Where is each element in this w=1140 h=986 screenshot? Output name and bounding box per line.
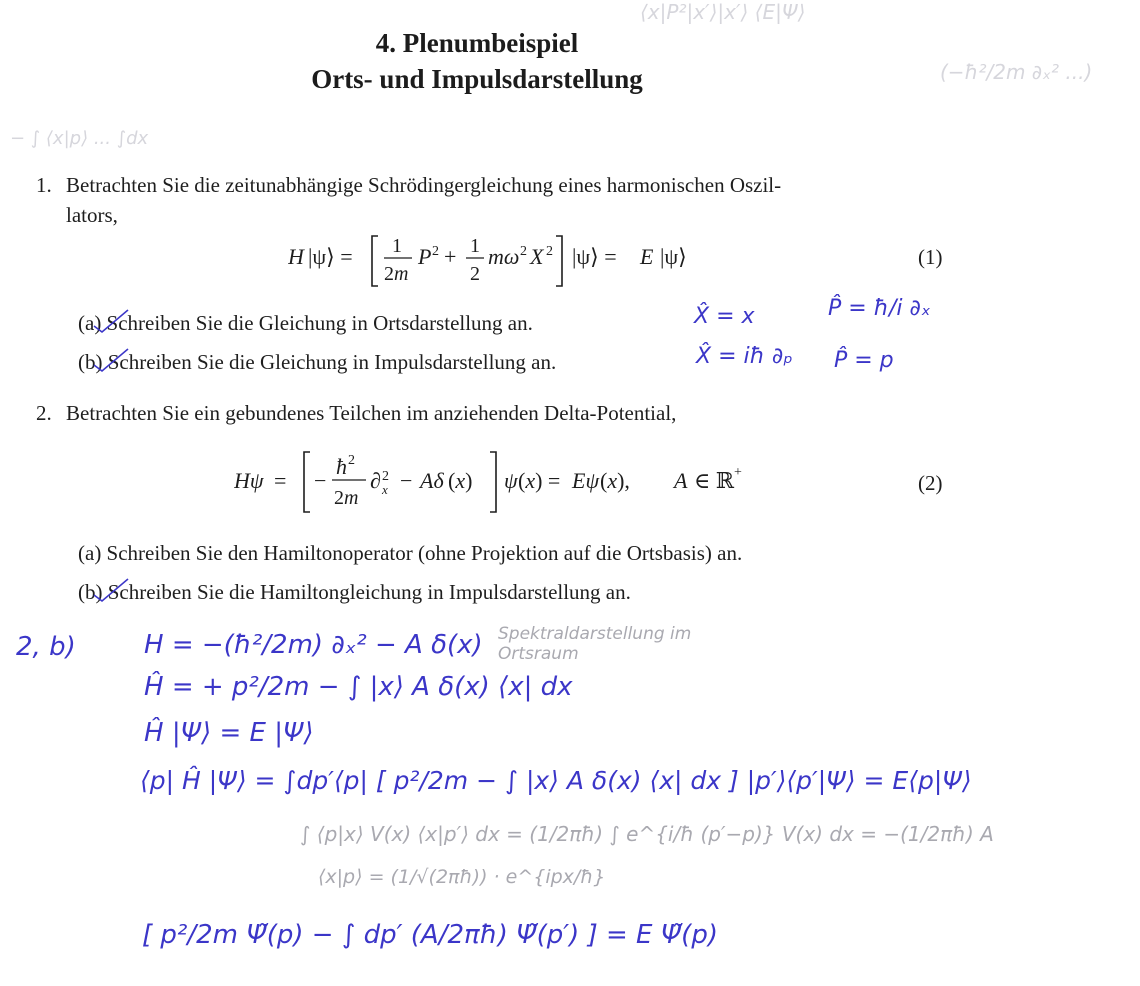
svg-text:x: x <box>382 482 388 497</box>
bleed-through-mid: (−ħ²/2m ∂ₓ² ...) <box>940 60 1093 84</box>
handwritten-line2: Ĥ = + p²/2m − ∫ |x⟩ A δ(x) ⟨x| dx <box>144 672 573 702</box>
handwritten-line6: ⟨x|p⟩ = (1/√(2πħ)) · e^{ipx/ħ} <box>318 866 606 888</box>
svg-text:(x) =: (x) = <box>518 468 561 493</box>
svg-text:A: A <box>674 468 688 493</box>
handwritten-line3: Ĥ |Ψ⟩ = E |Ψ⟩ <box>144 718 314 748</box>
svg-text:Eψ: Eψ <box>572 468 600 493</box>
problem1-text-line2: lators, <box>66 203 118 227</box>
problem1-part-a: (a) Schreiben Sie die Gleichung in Ortsdarstellung an. <box>78 311 533 335</box>
handwritten-line7: [ p²/2m Ψ̃(p) − ∫ dp′ (A/2πħ) Ψ̃(p′) ] = E Ψ̃(p) <box>142 920 718 950</box>
handwritten-line4: ⟨p| Ĥ |Ψ⟩ = ∫dp′⟨p| [ p²/2m − ∫ |x⟩ A δ(x) ⟨x| dx ] |p′⟩⟨p′|Ψ⟩ = E⟨p|Ψ⟩ <box>140 766 972 795</box>
check-1b-icon <box>92 345 132 375</box>
svg-text:2: 2 <box>348 453 355 468</box>
check-2b-icon <box>92 575 132 605</box>
svg-text:Aδ: Aδ <box>420 468 444 493</box>
svg-text:(x): (x) <box>448 468 473 493</box>
handwritten-note-1b-p: P̂ = p <box>834 348 894 373</box>
problem2-equation <box>234 446 794 516</box>
svg-text:2: 2 <box>432 244 439 259</box>
svg-text:mω: mω <box>488 244 520 269</box>
svg-text:2: 2 <box>382 469 389 484</box>
svg-text:2m: 2m <box>384 263 409 285</box>
svg-text:∈ ℝ: ∈ ℝ <box>694 468 735 493</box>
problem2-text: Betrachten Sie ein gebundenes Teilchen im anziehenden Delta-Potential, <box>66 401 677 425</box>
handwritten-note-1a-p: P̂ = ħ/i ∂ₓ <box>828 296 931 321</box>
svg-text:2: 2 <box>520 244 527 259</box>
svg-text:−: − <box>400 468 413 493</box>
svg-text:P: P <box>418 244 432 269</box>
page-title: 4. Plenumbeispiel <box>375 28 579 58</box>
problem2-part-a: (a) Schreiben Sie den Hamiltonoperator (ohne Projektion auf die Ortsbasis) an. <box>78 541 743 565</box>
problem1-number: 1. <box>36 173 52 197</box>
page-subtitle: Orts- und Impulsdarstellung <box>311 64 643 94</box>
bleed-through-top: ⟨x|P²|x′⟩|x′⟩ ⟨E|Ψ⟩ <box>640 0 806 24</box>
problem2-number: 2. <box>36 401 52 425</box>
handwritten-annotation: Spektraldarstellung im Ortsraum <box>498 624 692 664</box>
svg-text:1: 1 <box>470 235 480 257</box>
svg-text:+: + <box>734 465 742 480</box>
problem1-text-line1: Betrachten Sie die zeitunabhängige Schrödingergleichung eines harmonischen Oszil- <box>66 173 782 197</box>
handwritten-label-2b: 2, b) <box>16 632 76 662</box>
svg-text:−: − <box>314 468 327 493</box>
equation1-number: (1) <box>918 245 943 269</box>
svg-text:X: X <box>530 244 544 269</box>
svg-text:|ψ⟩ =: |ψ⟩ = <box>308 244 353 269</box>
handwritten-note-1a-x: X̂ = x <box>694 304 755 329</box>
svg-text:+: + <box>444 244 457 269</box>
svg-text:ħ: ħ <box>336 454 347 479</box>
svg-text:2m: 2m <box>334 487 359 509</box>
handwritten-line5: ∫ ⟨p|x⟩ V(x) ⟨x|p′⟩ dx = (1/2πħ) ∫ e^{i/ħ (p′−p)} V(x) dx = −(1/2πħ) A <box>300 822 994 846</box>
svg-text:ψ: ψ <box>504 468 518 493</box>
svg-text:(x),: (x), <box>600 468 630 493</box>
handwritten-line1: H = −(ħ²/2m) ∂ₓ² − A δ(x) <box>144 630 483 660</box>
svg-text:=: = <box>274 468 287 493</box>
svg-text:H: H <box>288 244 304 269</box>
bleed-through-left: − ∫ ⟨x|p⟩ ... ∫dx <box>10 128 149 149</box>
problem2-part-b: (b) Schreiben Sie die Hamiltongleichung in Impulsdarstellung an. <box>78 580 631 604</box>
equation2-svg <box>234 446 794 516</box>
svg-text:|ψ⟩ =: |ψ⟩ = <box>572 244 617 269</box>
svg-text:|ψ⟩: |ψ⟩ <box>660 244 687 269</box>
equation2-number: (2) <box>918 471 943 495</box>
problem1-part-b: (b) Schreiben Sie die Gleichung in Impulsdarstellung an. <box>78 350 557 374</box>
svg-text:1: 1 <box>392 235 402 257</box>
check-1a-icon <box>92 306 132 336</box>
svg-text:Hψ: Hψ <box>234 468 264 493</box>
svg-text:E: E <box>640 244 654 269</box>
svg-text:2: 2 <box>546 244 553 259</box>
equation1-svg <box>288 230 788 290</box>
problem1-equation <box>288 230 788 290</box>
handwritten-note-1b-x: X̂ = iħ ∂ₚ <box>696 344 793 369</box>
svg-text:∂: ∂ <box>370 468 381 493</box>
svg-text:2: 2 <box>470 263 480 285</box>
